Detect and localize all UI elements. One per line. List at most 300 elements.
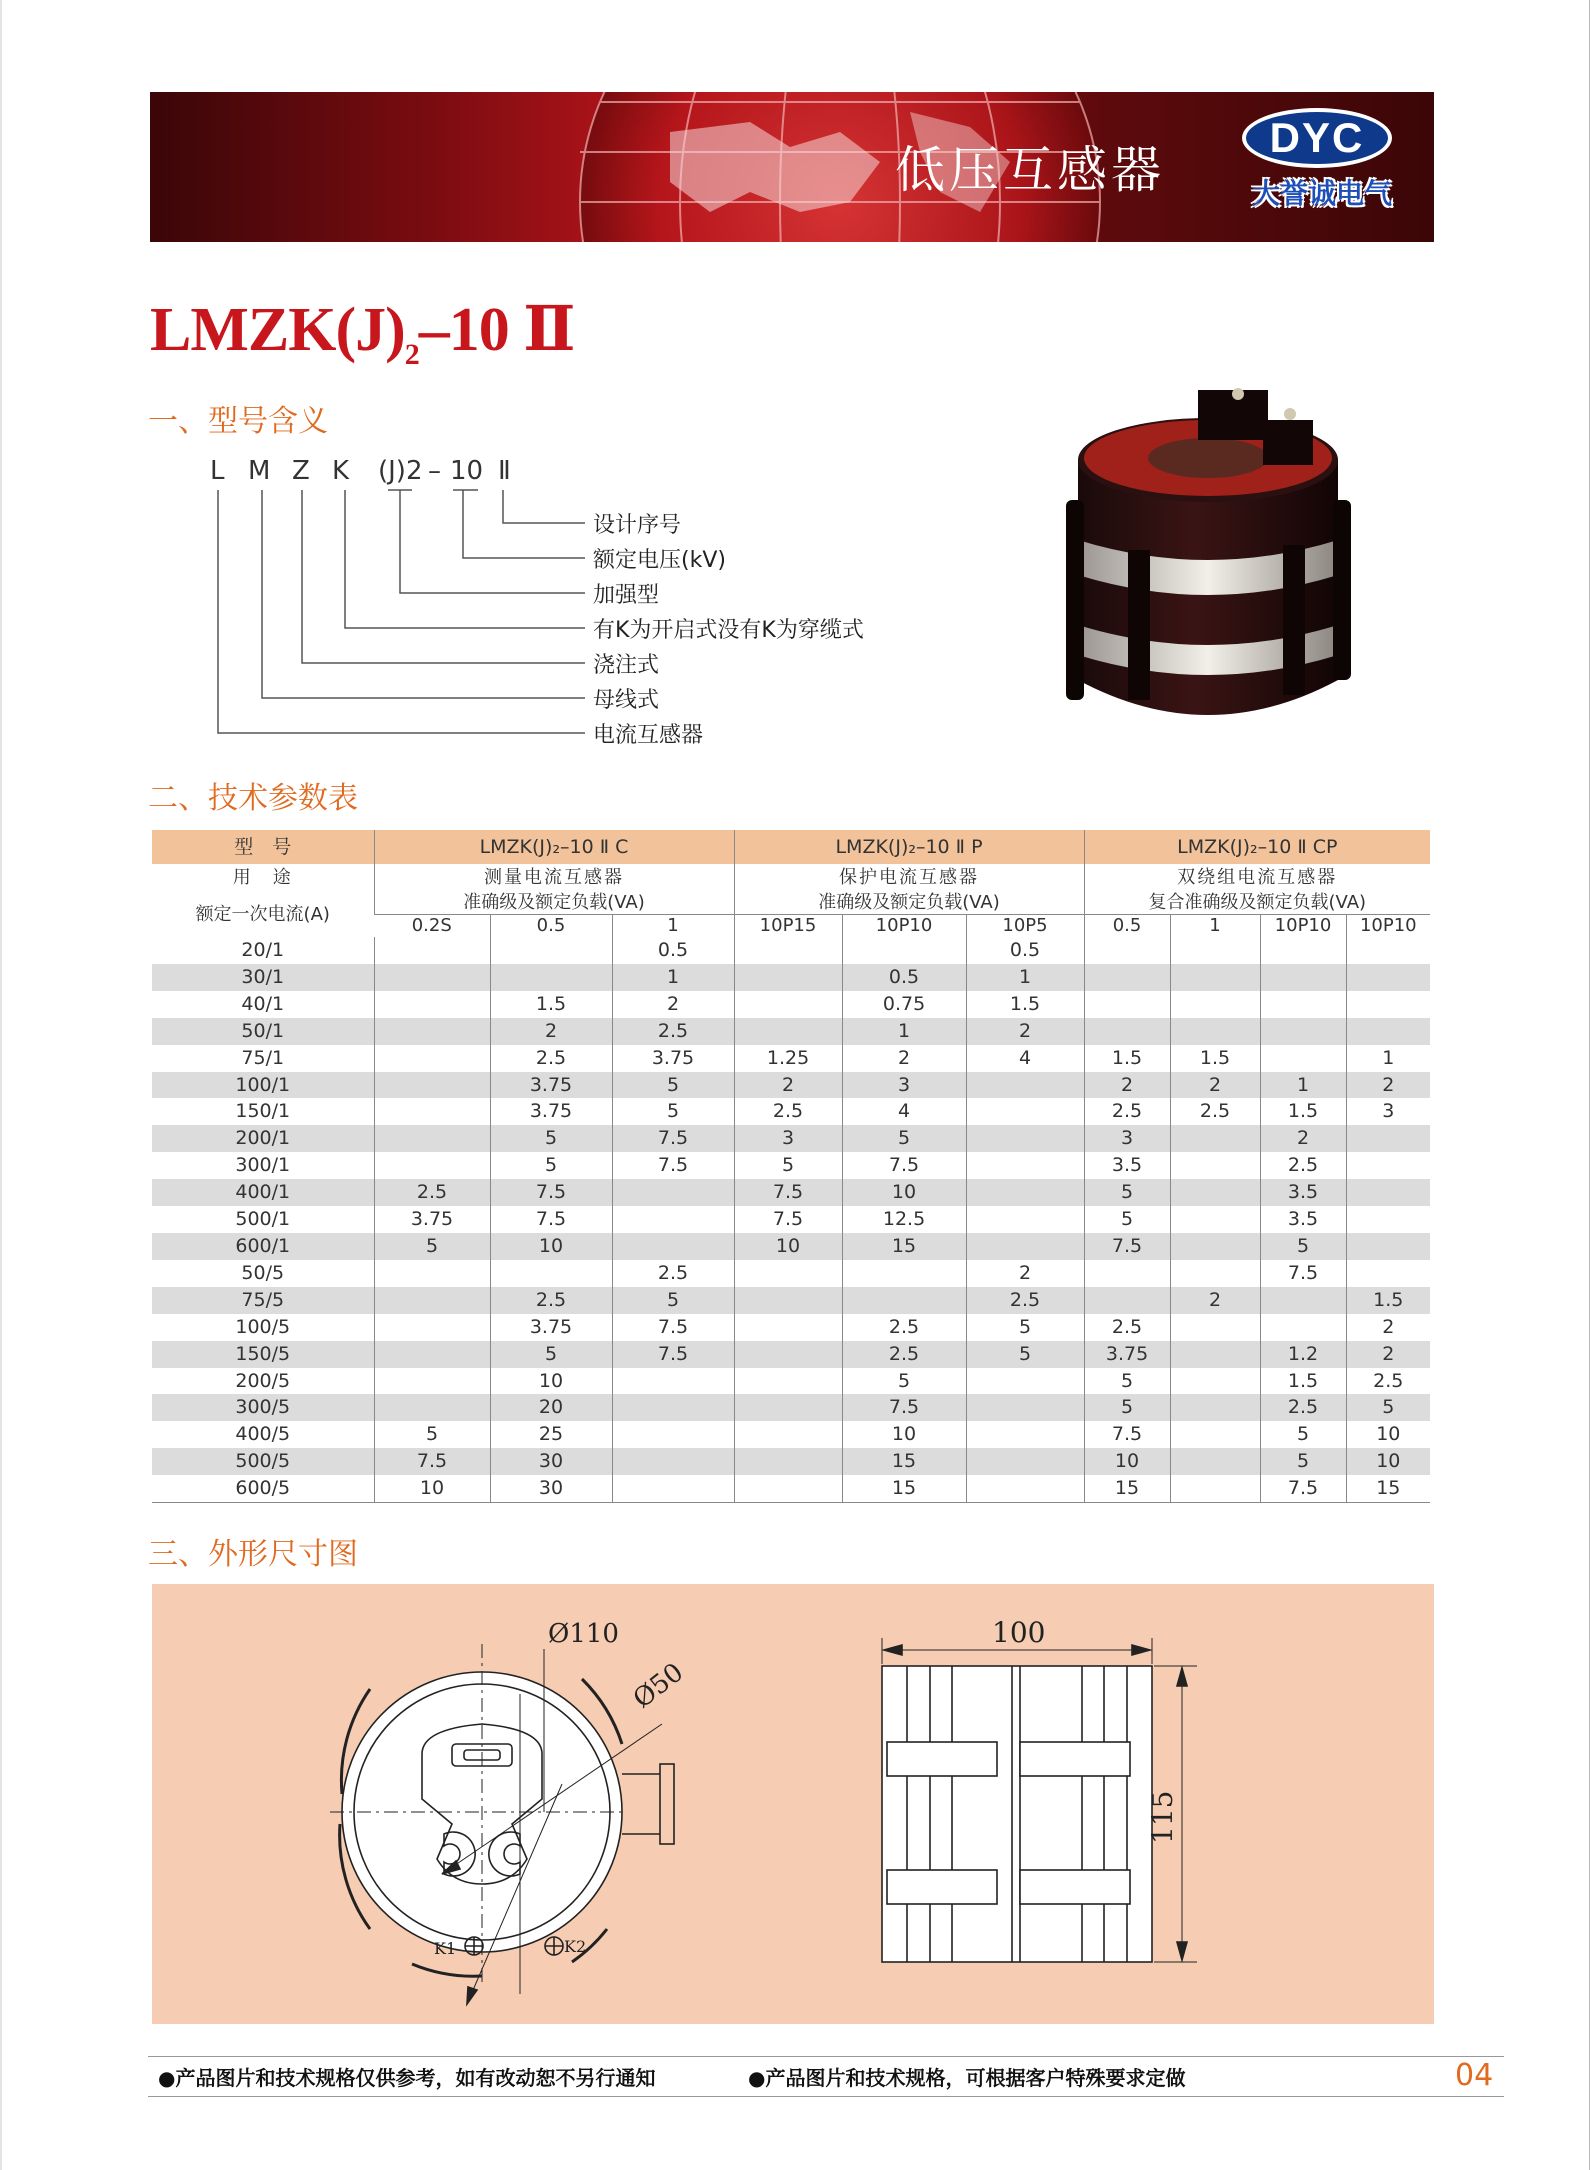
meaning-label: 母线式 (593, 688, 660, 713)
dim-width: 100 (992, 1616, 1046, 1649)
table-row (152, 1287, 1430, 1314)
table-cell (374, 1394, 490, 1421)
table-cell (966, 1421, 1084, 1448)
meaning-label: 加强型 (593, 583, 660, 608)
table-cell (374, 1098, 490, 1125)
table-cell (490, 1260, 612, 1287)
table-cell: 2 (490, 1018, 612, 1045)
table-cell: 2 (1084, 1072, 1170, 1099)
table-row (152, 1368, 1430, 1395)
table-cell (1346, 1125, 1430, 1152)
table-cell (734, 964, 842, 991)
table-cell: 3.5 (1260, 1206, 1346, 1233)
table-row (152, 1045, 1430, 1072)
table-cell: 2.5 (1260, 1152, 1346, 1179)
table-cell: 5 (1260, 1233, 1346, 1260)
table-cell: 5 (1346, 1394, 1430, 1421)
table-cell: 30 (490, 1448, 612, 1475)
table-cell: 5 (1084, 1179, 1170, 1206)
dim-height: 115 (1146, 1790, 1179, 1844)
table-cell (1170, 1475, 1260, 1502)
table-cell (1170, 1314, 1260, 1341)
table-cell: 7.5 (842, 1152, 966, 1179)
table-cell: 7.5 (842, 1394, 966, 1421)
table-cell (734, 1394, 842, 1421)
table-cell (1170, 1233, 1260, 1260)
rated-current-cell: 20/1 (241, 939, 285, 961)
table-cell: 3.5 (1084, 1152, 1170, 1179)
code-letter: 10 (450, 456, 484, 486)
table-cell: 12.5 (842, 1206, 966, 1233)
table-cell: 10 (842, 1179, 966, 1206)
section-heading-dimensions: 三、外形尺寸图 (148, 1537, 358, 1572)
dimension-drawing (152, 1584, 1434, 2024)
table-cell: 7.5 (1260, 1475, 1346, 1502)
table-cell: 3.75 (490, 1098, 612, 1125)
table-cell: 5 (1084, 1394, 1170, 1421)
table-cell (1084, 991, 1170, 1018)
meaning-label: 电流互感器 (593, 723, 704, 748)
table-cell (966, 1206, 1084, 1233)
table-cell: 7.5 (1260, 1260, 1346, 1287)
table-cell (1084, 964, 1170, 991)
table-cell (374, 964, 490, 991)
table-cell: 5 (374, 1421, 490, 1448)
table-cell (612, 1448, 734, 1475)
table-cell (734, 991, 842, 1018)
group-class-p: 准确级及额定负载(VA) (734, 892, 1084, 915)
group-class-c: 准确级及额定负载(VA) (374, 892, 734, 915)
product-photo (1058, 380, 1358, 750)
rated-current-cell: 150/5 (152, 1341, 374, 1368)
table-cell (1170, 1341, 1260, 1368)
table-cell: 2.5 (966, 1287, 1084, 1314)
table-cell (1170, 1125, 1260, 1152)
rated-current-cell: 500/5 (152, 1448, 374, 1475)
code-letter: Ⅱ (498, 456, 511, 486)
footer-divider (148, 2096, 1504, 2097)
table-row (152, 1394, 1430, 1421)
table-cell (490, 964, 612, 991)
table-cell: 1.5 (1084, 1045, 1170, 1072)
table-cell (1260, 1314, 1346, 1341)
meaning-label: 额定电压(kV) (593, 548, 726, 573)
table-cell (734, 1475, 842, 1502)
rated-current-cell: 150/1 (235, 1100, 291, 1123)
table-cell: 3.5 (1260, 1179, 1346, 1206)
table-cell (966, 1152, 1084, 1179)
table-cell: 0.5 (966, 937, 1084, 964)
table-cell (612, 1421, 734, 1448)
table-cell (1346, 1179, 1430, 1206)
logo-mark: DYC (1242, 108, 1392, 168)
table-cell: 7.5 (734, 1206, 842, 1233)
table-row (152, 964, 1430, 991)
table-cell (966, 1368, 1084, 1395)
model-subscript: 2 (404, 338, 419, 371)
table-row (152, 1314, 1430, 1341)
table-cell: 3.75 (374, 1206, 490, 1233)
table-cell (966, 1394, 1084, 1421)
table-cell: 7.5 (612, 1341, 734, 1368)
table-cell: 1.5 (1260, 1098, 1346, 1125)
table-cell: 5 (612, 1098, 734, 1125)
rated-current-cell: 200/1 (152, 1125, 374, 1152)
table-cell: 1.5 (1260, 1368, 1346, 1395)
table-cell: 25 (490, 1421, 612, 1448)
rated-current-cell: 300/1 (235, 1154, 291, 1177)
col-header: 10P5 (966, 915, 1084, 938)
table-cell (1346, 937, 1430, 964)
table-cell (1346, 1018, 1430, 1045)
table-cell (612, 1206, 734, 1233)
table-cell: 3.75 (612, 1045, 734, 1072)
table-cell (612, 1475, 734, 1502)
col-header: 0.2S (374, 915, 490, 938)
table-cell (1170, 1152, 1260, 1179)
table-cell: 7.5 (374, 1448, 490, 1475)
table-cell (966, 1233, 1084, 1260)
table-cell: 10 (842, 1421, 966, 1448)
table-cell: 2.5 (1260, 1394, 1346, 1421)
table-cell: 1.5 (966, 991, 1084, 1018)
table-cell: 2.5 (842, 1341, 966, 1368)
table-row (152, 1421, 1430, 1448)
table-cell: 5 (1260, 1448, 1346, 1475)
table-cell (1260, 964, 1346, 991)
table-cell: 5 (842, 1368, 966, 1395)
row-label-use: 用 途 (152, 864, 374, 892)
row-label-current: 额定一次电流(A) (195, 903, 330, 925)
code-letter: Z (292, 456, 310, 486)
table-cell: 3.75 (490, 1072, 612, 1099)
col-header: 1 (612, 915, 734, 938)
table-row (152, 1260, 1430, 1287)
terminal-k1-label: K1 (434, 1939, 457, 1958)
table-cell (374, 1287, 490, 1314)
table-cell: 7.5 (490, 1179, 612, 1206)
table-cell: 4 (842, 1098, 966, 1125)
table-cell (1084, 1287, 1170, 1314)
front-view (330, 1644, 674, 2004)
table-cell: 10 (374, 1475, 490, 1502)
table-cell: 5 (490, 1152, 612, 1179)
table-cell (1170, 1018, 1260, 1045)
table-cell: 3 (842, 1072, 966, 1099)
table-header-model-row (152, 830, 1430, 864)
table-cell: 2 (966, 1018, 1084, 1045)
rated-current-cell: 500/1 (235, 1208, 291, 1231)
table-cell (1346, 964, 1430, 991)
table-cell (734, 1421, 842, 1448)
table-cell (1170, 1394, 1260, 1421)
table-cell: 20 (490, 1394, 612, 1421)
table-cell (1084, 1018, 1170, 1045)
table-cell: 7.5 (1084, 1233, 1170, 1260)
table-cell: 2.5 (612, 1018, 734, 1045)
rated-current-cell: 100/5 (235, 1315, 291, 1338)
code-letter: K (332, 456, 350, 486)
rated-current-cell: 40/1 (241, 992, 285, 1015)
table-cell: 2 (966, 1260, 1084, 1287)
table-cell: 0.5 (842, 964, 966, 991)
table-cell (1170, 1421, 1260, 1448)
table-cell: 0.5 (612, 937, 734, 964)
table-cell (1260, 991, 1346, 1018)
table-cell: 2.5 (490, 1045, 612, 1072)
table-cell: 10 (490, 1368, 612, 1395)
col-header: 10P10 (842, 915, 966, 938)
table-cell: 7.5 (1084, 1421, 1170, 1448)
table-row (152, 1475, 1430, 1502)
footer-note-reference: ●产品图片和技术规格仅供参考，如有改动恕不另行通知 (158, 2066, 656, 2090)
table-cell (966, 1072, 1084, 1099)
table-cell: 5 (612, 1287, 734, 1314)
table-cell: 2 (612, 991, 734, 1018)
table-cell: 5 (612, 1072, 734, 1099)
rated-current-cell: 200/5 (235, 1369, 291, 1392)
page-number: 04 (1455, 2058, 1494, 2093)
section-heading-meaning: 一、型号含义 (148, 404, 328, 439)
table-cell (734, 1018, 842, 1045)
terminal-k2-label: K2 (564, 1937, 587, 1956)
logo-company-name: 大誉诚电气 (1251, 177, 1392, 210)
table-row (152, 1341, 1430, 1368)
table-cell (966, 1125, 1084, 1152)
meaning-label: 设计序号 (593, 513, 682, 538)
col-header: 0.5 (490, 915, 612, 938)
table-cell: 1 (842, 1018, 966, 1045)
table-cell (734, 1260, 842, 1287)
table-cell: 2.5 (1346, 1368, 1430, 1395)
table-cell: 1 (1346, 1045, 1430, 1072)
table-cell: 7.5 (612, 1314, 734, 1341)
table-cell (1346, 1152, 1430, 1179)
rated-current-cell: 50/1 (152, 1018, 374, 1045)
table-cell: 1.5 (1346, 1287, 1430, 1314)
table-cell (1170, 1206, 1260, 1233)
code-letter: M (248, 456, 271, 486)
model-suffix: –10 Ⅱ (418, 296, 575, 364)
table-cell: 2.5 (1170, 1098, 1260, 1125)
dim-inner-diameter: Ø50 (627, 1657, 690, 1715)
table-cell: 3 (734, 1125, 842, 1152)
table-cell (966, 1448, 1084, 1475)
rated-current-cell: 600/5 (152, 1475, 374, 1502)
table-cell (1260, 1287, 1346, 1314)
table-row (152, 937, 1430, 964)
table-cell (1170, 964, 1260, 991)
table-cell: 2 (1170, 1287, 1260, 1314)
table-cell: 5 (842, 1125, 966, 1152)
table-cell (1346, 1260, 1430, 1287)
table-cell (1260, 1045, 1346, 1072)
group-class-cp: 复合准确级及额定负载(VA) (1084, 892, 1430, 915)
table-cell (966, 1179, 1084, 1206)
table-cell (1260, 937, 1346, 964)
table-row (152, 1152, 1430, 1179)
table-cell: 2 (1346, 1072, 1430, 1099)
group-model-p: LMZK(J)₂–10 Ⅱ P (734, 830, 1084, 864)
table-cell (1346, 991, 1430, 1018)
table-row (152, 991, 1430, 1018)
rated-current-cell: 75/5 (152, 1287, 374, 1314)
rated-current-cell: 50/5 (241, 1261, 285, 1284)
table-cell (374, 1368, 490, 1395)
table-cell (734, 1368, 842, 1395)
table-row (152, 1098, 1430, 1125)
table-cell: 7.5 (734, 1179, 842, 1206)
table-cell (374, 1072, 490, 1099)
table-cell (734, 937, 842, 964)
table-cell (374, 937, 490, 964)
table-cell (1084, 1260, 1170, 1287)
parameter-table (152, 830, 1430, 1503)
table-cell (374, 1341, 490, 1368)
rated-current-cell: 300/5 (152, 1394, 374, 1421)
table-cell (1170, 937, 1260, 964)
table-cell (1170, 1448, 1260, 1475)
table-cell (734, 1314, 842, 1341)
table-cell (374, 991, 490, 1018)
rated-current-cell: 75/1 (241, 1046, 285, 1069)
section-heading-params: 二、技术参数表 (148, 781, 358, 816)
footer-divider (148, 2056, 1504, 2057)
table-cell (734, 1287, 842, 1314)
table-cell (374, 1125, 490, 1152)
table-cell: 10 (1346, 1448, 1430, 1475)
group-use-cp: 双绕组电流互感器 (1084, 864, 1430, 892)
table-header-use-row (152, 864, 1430, 892)
table-cell: 5 (966, 1341, 1084, 1368)
table-cell (374, 1045, 490, 1072)
table-cell (612, 1233, 734, 1260)
table-cell: 2.5 (612, 1260, 734, 1287)
table-cell (490, 937, 612, 964)
table-cell (842, 1287, 966, 1314)
group-model-cp: LMZK(J)₂–10 Ⅱ CP (1084, 830, 1430, 864)
table-cell: 5 (1260, 1421, 1346, 1448)
col-header: 1 (1170, 915, 1260, 938)
table-cell: 4 (966, 1045, 1084, 1072)
table-cell: 2 (1346, 1341, 1430, 1368)
rated-current-cell: 400/5 (235, 1423, 291, 1446)
footer-note-custom: ●产品图片和技术规格，可根据客户特殊要求定做 (748, 2066, 1186, 2090)
row-label-model: 型 号 (152, 830, 374, 864)
table-cell (1260, 1018, 1346, 1045)
table-cell: 1.25 (734, 1045, 842, 1072)
table-cell: 15 (1346, 1475, 1430, 1502)
table-cell (1170, 1368, 1260, 1395)
code-letter: L (210, 456, 225, 486)
table-cell: 15 (842, 1233, 966, 1260)
model-prefix: LMZK(J) (150, 296, 405, 364)
group-model-c: LMZK(J)₂–10 Ⅱ C (374, 830, 734, 864)
table-cell: 5 (490, 1341, 612, 1368)
table-cell: 2 (1170, 1072, 1260, 1099)
table-cell: 7.5 (612, 1125, 734, 1152)
table-cell: 2.5 (374, 1179, 490, 1206)
table-row (152, 1072, 1430, 1099)
rated-current-cell: 600/1 (152, 1233, 374, 1260)
table-cell: 2 (1260, 1125, 1346, 1152)
table-cell: 2.5 (1084, 1098, 1170, 1125)
table-cell (734, 1448, 842, 1475)
meaning-label: 浇注式 (593, 653, 660, 678)
table-cell (966, 1098, 1084, 1125)
table-cell: 10 (734, 1233, 842, 1260)
table-cell (374, 1314, 490, 1341)
table-cell (374, 1260, 490, 1287)
table-cell: 15 (842, 1448, 966, 1475)
table-cell (612, 1179, 734, 1206)
table-cell: 0.75 (842, 991, 966, 1018)
table-cell (374, 1018, 490, 1045)
table-cell: 5 (734, 1152, 842, 1179)
col-header: 10P10 (1346, 915, 1430, 938)
table-cell: 2.5 (1084, 1314, 1170, 1341)
table-cell (612, 1368, 734, 1395)
rated-current-cell: 30/1 (152, 964, 374, 991)
table-cell: 15 (1084, 1475, 1170, 1502)
table-row (152, 1233, 1430, 1260)
table-cell: 5 (966, 1314, 1084, 1341)
table-cell: 2 (842, 1045, 966, 1072)
table-cell: 10 (1084, 1448, 1170, 1475)
col-header: 10P10 (1260, 915, 1346, 938)
table-cell (374, 1152, 490, 1179)
code-letter: – (428, 456, 441, 486)
table-cell (842, 937, 966, 964)
table-cell: 1.5 (490, 991, 612, 1018)
table-cell (734, 1341, 842, 1368)
table-cell: 3.75 (490, 1314, 612, 1341)
table-cell: 10 (490, 1233, 612, 1260)
table-cell (842, 1260, 966, 1287)
group-use-p: 保护电流互感器 (734, 864, 1084, 892)
table-cell: 2.5 (842, 1314, 966, 1341)
col-header: 0.5 (1084, 915, 1170, 938)
table-cell (1170, 991, 1260, 1018)
dim-outer-diameter: Ø110 (548, 1619, 619, 1649)
rated-current-cell: 400/1 (152, 1179, 374, 1206)
meaning-label: 有K为开启式没有K为穿缆式 (593, 618, 864, 643)
table-cell: 1 (612, 964, 734, 991)
table-cell: 2 (734, 1072, 842, 1099)
table-body (152, 937, 1430, 1503)
table-cell: 3 (1346, 1098, 1430, 1125)
table-row (152, 1125, 1430, 1152)
table-cell (1346, 1206, 1430, 1233)
table-cell: 5 (490, 1125, 612, 1152)
table-cell (1346, 1233, 1430, 1260)
table-row (152, 1179, 1430, 1206)
table-cell: 5 (1084, 1206, 1170, 1233)
table-cell: 5 (374, 1233, 490, 1260)
table-cell: 7.5 (490, 1206, 612, 1233)
rated-current-cell: 100/1 (152, 1072, 374, 1099)
table-cell: 7.5 (612, 1152, 734, 1179)
table-cell (1170, 1179, 1260, 1206)
table-cell: 3 (1084, 1125, 1170, 1152)
banner-title: 低压互感器 (895, 141, 1165, 199)
table-cell: 3.75 (1084, 1341, 1170, 1368)
table-cell: 2 (1346, 1314, 1430, 1341)
group-use-c: 测量电流互感器 (374, 864, 734, 892)
table-cell (612, 1394, 734, 1421)
table-cell: 30 (490, 1475, 612, 1502)
code-letter: (J)2 (378, 456, 423, 486)
